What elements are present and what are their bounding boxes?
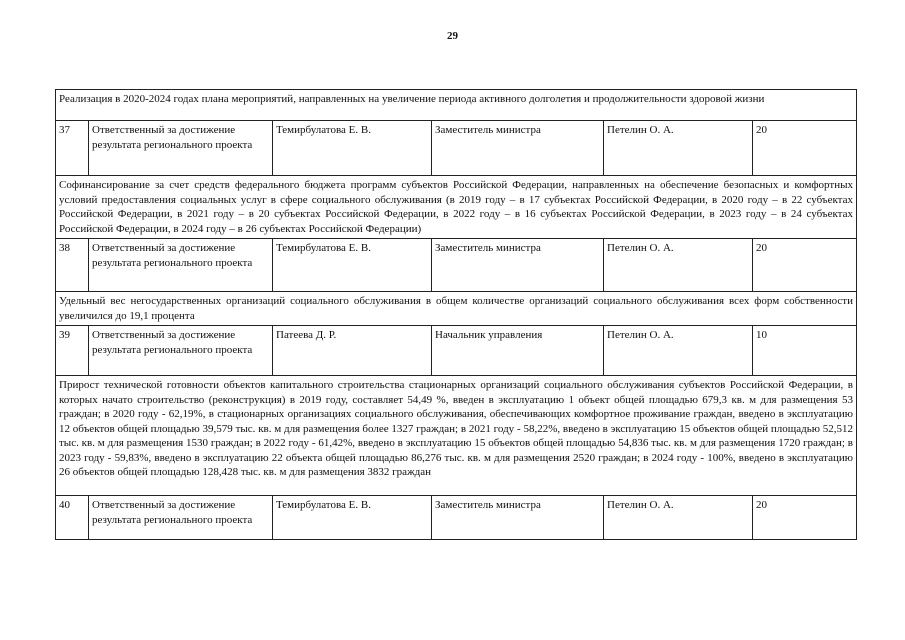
supervisor-cell: Петелин О. А. bbox=[604, 496, 753, 540]
position-cell: Начальник управления bbox=[432, 326, 604, 376]
row-number: 39 bbox=[56, 326, 89, 376]
result-description-row bbox=[56, 90, 857, 121]
table-row bbox=[56, 239, 857, 292]
result-description-row bbox=[56, 376, 857, 496]
role-cell: Ответственный за достижение результата регионального проекта bbox=[89, 239, 273, 292]
share-cell: 20 bbox=[753, 239, 857, 292]
share-cell: 20 bbox=[753, 121, 857, 176]
person-cell: Темирбулатова Е. В. bbox=[273, 496, 432, 540]
role-cell: Ответственный за достижение результата регионального проекта bbox=[89, 121, 273, 176]
position-cell: Заместитель министра bbox=[432, 496, 604, 540]
supervisor-cell: Петелин О. А. bbox=[604, 121, 753, 176]
supervisor-cell: Петелин О. А. bbox=[604, 326, 753, 376]
person-cell bbox=[273, 121, 432, 176]
supervisor-cell: Петелин О. А. bbox=[604, 239, 753, 292]
result-description: Софинансирование за счет средств федерального бюджета программ субъектов Российской Федерации, направленных на обеспечение безопасных и комфортных условий предоставления социальных услуг в сфере социального обслуживания (в 2019 году – в 17 субъектах Российской Федерации, в 2020 году – в 22 субъектах Российской Федерации, в 2021 году – в 20 субъектах Российской Федерации, в 2022 году – в 16 субъектах Российской Федерации, в 2023 году – в 24 субъектах Российской Федерации, в 2024 году – в 26 субъектах Российской Федерации) bbox=[56, 176, 857, 239]
result-description: Удельный вес негосударственных организаций социального обслуживания в общем количестве организаций социального обслуживания всех форм собственности увеличился до 19,1 процента bbox=[56, 292, 857, 326]
role-cell: Ответственный за достижение результата регионального проекта bbox=[89, 496, 273, 540]
result-description-row bbox=[56, 292, 857, 326]
result-description: Реализация в 2020-2024 годах плана мероприятий, направленных на увеличение периода активного долголетия и продолжительности здоровой жизни bbox=[56, 90, 857, 121]
page-number: 29 bbox=[447, 30, 458, 42]
result-description: Прирост технической готовности объектов капитального строительства стационарных организаций социального обслуживания субъектов Российской Федерации, в которых начато строительство (реконструкция) в 2019 году, составляет 54,49 %, введен в эксплуатацию 1 объект общей площадью 679,3 кв. м для размещения 53 граждан; в 2020 году - 62,19%, в стационарных организациях социального обслуживания, обеспечивающих комфортное проживание граждан, введено в эксплуатацию 12 объектов общей площадью 39,579 тыс. кв. м для размещения более 1327 граждан; в 2021 году - 58,22%, введено в эксплуатацию 15 объектов общей площадью 52,512 тыс. кв. м для размещения 1530 граждан; в 2022 году - 61,42%, введено в эксплуатацию 15 объектов общей площадью 54,836 тыс. кв. м для размещения 1720 граждан; в 2023 году - 59,83%, введено в эксплуатацию 22 объекта общей площадью 86,276 тыс. кв. м для размещения 2520 граждан; в 2024 году - 100%, введено в эксплуатацию 26 объектов общей площадью 128,428 тыс. кв. м для размещения 3832 граждан bbox=[56, 376, 857, 496]
table-row bbox=[56, 121, 857, 176]
responsibility-table bbox=[55, 89, 857, 540]
role-cell: Ответственный за достижение результата регионального проекта bbox=[89, 326, 273, 376]
result-description-row bbox=[56, 176, 857, 239]
row-number: 38 bbox=[56, 239, 89, 292]
share-cell: 20 bbox=[753, 496, 857, 540]
share-cell: 10 bbox=[753, 326, 857, 376]
position-cell: Заместитель министра bbox=[432, 121, 604, 176]
table-row bbox=[56, 326, 857, 376]
row-number: 37 bbox=[56, 121, 89, 176]
person-name: Темирбулатова Е. В. bbox=[276, 124, 371, 136]
position-cell: Заместитель министра bbox=[432, 239, 604, 292]
person-cell: Патеева Д. Р. bbox=[273, 326, 432, 376]
table-row bbox=[56, 496, 857, 540]
row-number: 40 bbox=[56, 496, 89, 540]
person-cell: Темирбулатова Е. В. bbox=[273, 239, 432, 292]
